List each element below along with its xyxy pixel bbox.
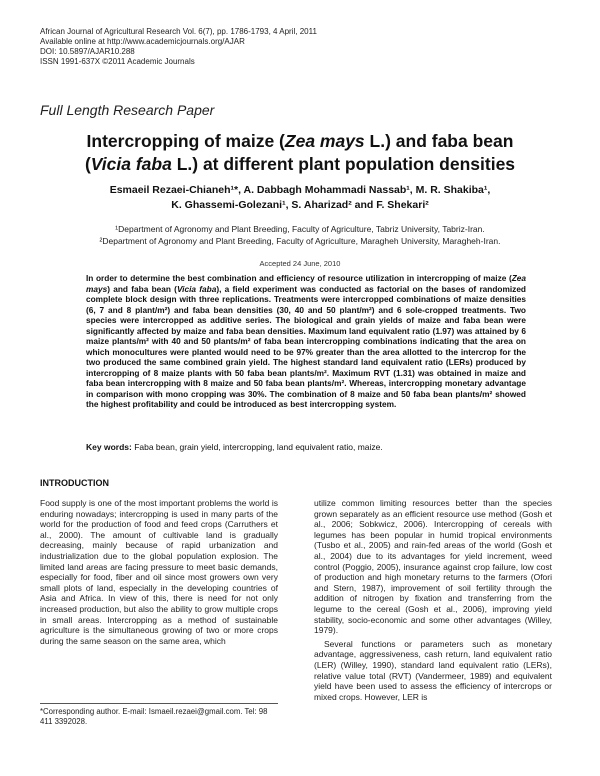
column-left <box>40 498 278 646</box>
abstract <box>86 273 526 410</box>
keywords <box>86 442 526 453</box>
title-part1: Intercropping of maize ( <box>86 131 285 151</box>
journal-issn: ISSN 1991-637X ©2011 Academic Journals <box>40 57 195 66</box>
introduction-heading: INTRODUCTION <box>40 478 109 488</box>
abstract-text-1: In order to determine the best combination and efficiency of resource utilization in intercropping of maize ( <box>86 273 512 283</box>
intro-paragraph-3: Several functions or parameters such as monetary advantage, aggressiveness, cash return, land equivalent ratio (LER) (Willey, 1990), standard land equivalent ratio (LERs), relative value total (RVT) (Vandermeer, 1989) and equivalent yield have been used to assess the efficiency of intercrops or mixed crops. However, LER is <box>314 638 552 702</box>
accepted-date: Accepted 24 June, 2010 <box>259 259 341 268</box>
paper-title <box>40 130 560 176</box>
abstract-text-2: ) and faba bean ( <box>107 283 177 294</box>
title-species2: Vicia faba <box>90 154 172 174</box>
paper-type: Full Length Research Paper <box>40 102 215 118</box>
abstract-text-3: ), a field experiment was conducted as factorial on the bases of randomized complete block design with three replications. Treatments were intercropped combinations of maize densities (6, 7 and 8 plant/m²) and faba bean densities (30, 40 and 50 plant/m²) and 6 sole-cropped treatments. Two species were intercropped as additive series. The biological and grain yields of maize and faba bean were significantly affected by maize and faba bean densities. Maximum land equivalent ratio (1.97) was attained by 6 maize plants/m² with 40 and 50 plants/m² of faba bean intercropping combinations indicating that the area on which monocultures were planted would need to be 97% greater than the area allotted to the intercrop for the two produced the same combined grain yield. The highest standard land equivalent ratio (LERs) produced by intercropping of 8 maize plants with 50 faba bean plants/m². Maximum RVT (1.31) was obtained in maize and faba bean intercropping with 8 maize and 50 faba bean plants/m². Whereas, intercropping monetary advantage in comparison with mono cropping was 30%. The combination of 8 maize and 50 faba bean plants/m² showed the highest profitability and could be introduced as best intercropping system. <box>86 283 527 409</box>
authors-line1: Esmaeil Rezaei-Chianeh¹*, A. Dabbagh Mohammadi Nassab¹, M. R. Shakiba¹, <box>109 184 491 196</box>
intro-paragraph-1: Food supply is one of the most important problems the world is enduring nowadays; intercropping is used in many parts of the world for the production of food and feed crops (Carruthers et al., 2000). The amount of cultivable land is gradually decreasing, mainly because of rapid urbanization and industrialization due to the global population explosion. The limited land areas are facing pressure to meet basic demands, especially for food, fiber and oil since most growers own very small plots of land, especially in the developing countries of Asia and Africa. In view of this, there is need for not only increased production, but also the ability to grow multiple crops in small areas. Intercropping as a method of sustainable agriculture is the simultaneous growing of two or more crops during the same season on the same area, which <box>40 498 278 646</box>
affiliation-2: ²Department of Agronomy and Plant Breeding, Faculty of Agriculture, Maragheh University, Maragheh-Iran. <box>99 236 501 246</box>
abstract-species1: Zea mays <box>86 273 526 294</box>
column-right <box>314 498 552 705</box>
affiliation-1: ¹Department of Agronomy and Plant Breeding, Faculty of Agriculture, Tabriz University, Tabriz-Iran. <box>115 224 485 234</box>
title-species1: Zea mays <box>284 131 365 151</box>
title-part3: ( <box>84 154 91 174</box>
journal-citation: African Journal of Agricultural Research Vol. 6(7), pp. 1786-1793, 4 April, 2011 <box>40 27 317 36</box>
abstract-species2: Vicia faba <box>176 283 217 294</box>
journal-header <box>40 27 317 67</box>
footnote-divider <box>40 703 278 704</box>
keywords-text: Faba bean, grain yield, intercropping, land equivalent ratio, maize. <box>131 442 383 452</box>
journal-url: Available online at http://www.academicjournals.org/AJAR <box>40 37 245 46</box>
corresponding-author-footnote: *Corresponding author. E-mail: Ismaeil.rezaei@gmail.com. Tel: 98 411 3392028. <box>40 707 268 726</box>
title-part2: L.) and faba bean <box>364 131 514 151</box>
affiliations <box>40 223 560 247</box>
authors-line2: K. Ghassemi-Golezani¹, S. Aharizad² and F. Shekari² <box>171 199 429 211</box>
keywords-label: Key words: <box>86 442 132 452</box>
intro-paragraph-2: utilize common limiting resources better than the species grown separately as an efficient resource use method (Gosh et al., 2006; Sobkwicz, 2006). Intercropping of cereals with legumes has been popular in humid tropical environments (Tusbo et al., 2005) and rain-fed areas of the world (Gosh et al., 2004) due to its advantages for yield increment, weed control (Poggio, 2005), insurance against crop failure, low cost of production and high monetary returns to the farmers (Ofori and Stern, 1987), improvement of soil fertility through the addition of nitrogen by fixation and transferring from the legume to the cereal (Gosh et al., 2006), improving yield stability, socio-economic and some other advantages (Willey, 1979). <box>314 498 552 636</box>
authors <box>40 183 560 213</box>
journal-doi: DOI: 10.5897/AJAR10.288 <box>40 47 135 56</box>
title-part4: L.) at different plant population densities <box>171 154 516 174</box>
